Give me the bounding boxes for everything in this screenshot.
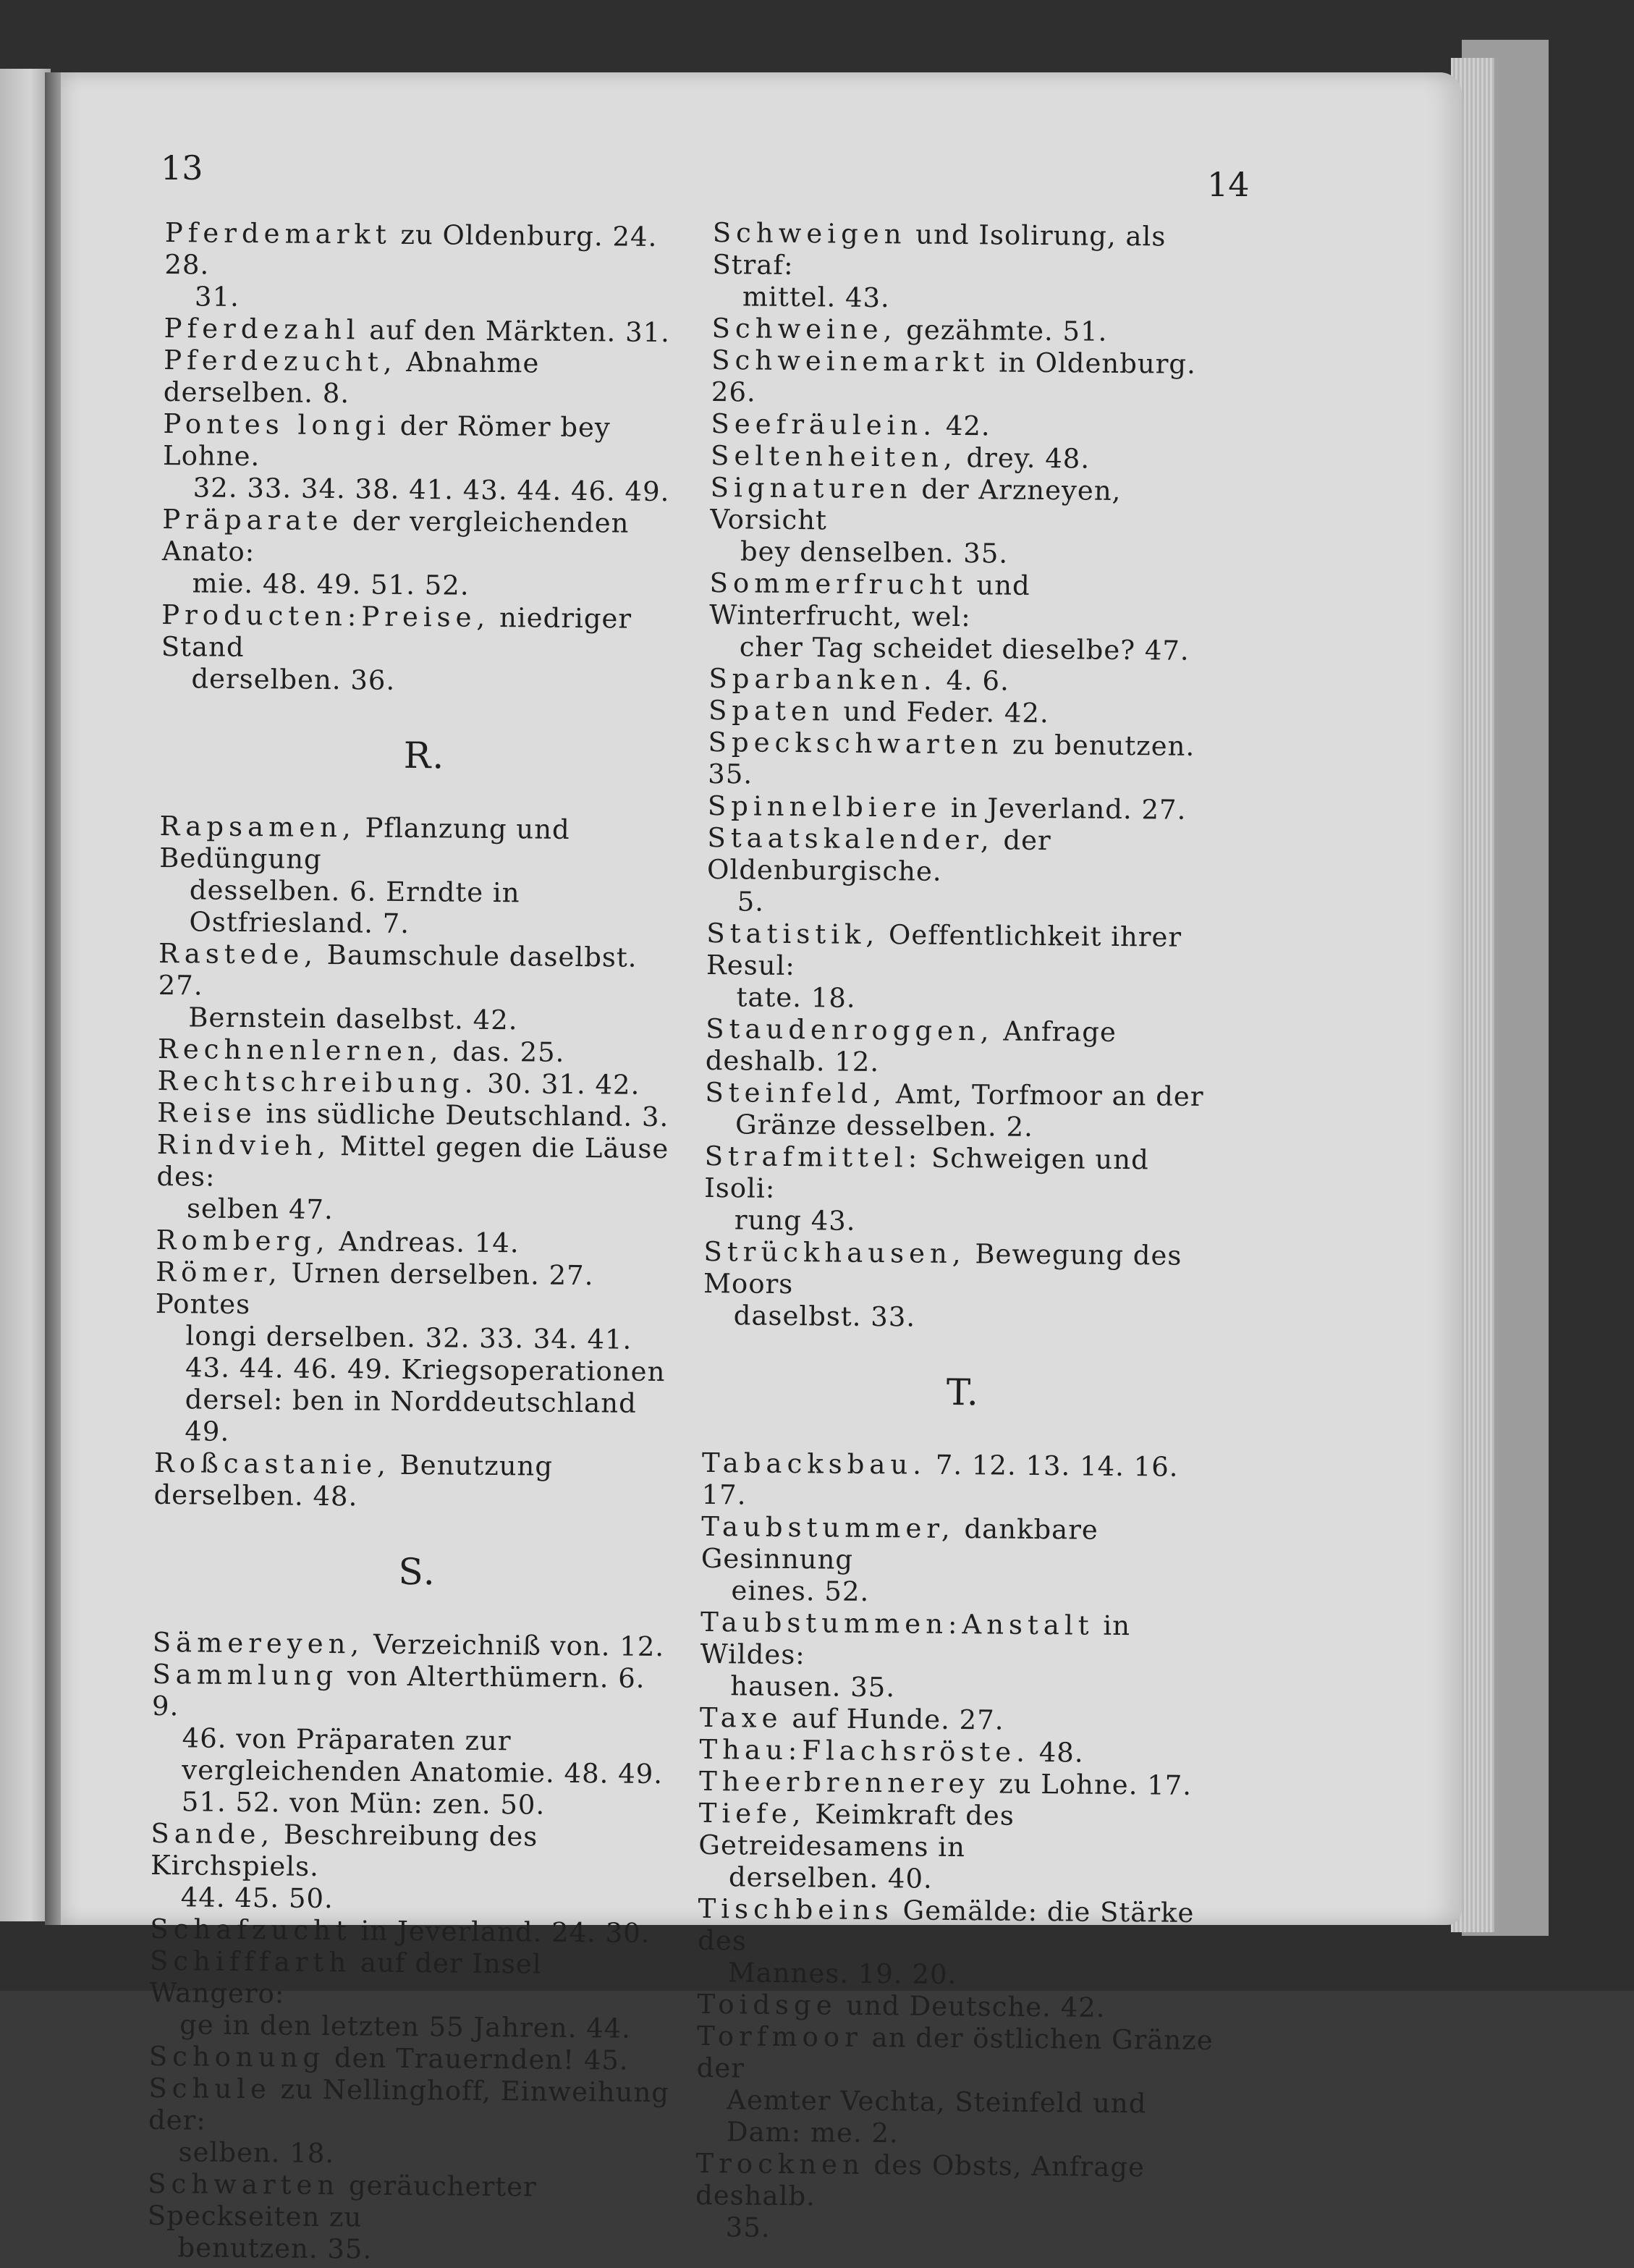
index-entry-continuation: mittel. 43.	[742, 281, 890, 314]
index-entry-continuation: 35.	[725, 2212, 771, 2243]
index-entry-headword: Sämereyen,	[152, 1626, 365, 1660]
index-entry-text: Amt, Torfmoor an der	[886, 1078, 1204, 1112]
index-entry-text: der Arzneyen, Vorsicht	[710, 473, 1122, 536]
index-entry-text: Anfrage deshalb. 12.	[705, 1015, 1117, 1078]
index-entry-text: niedriger Stand	[161, 601, 632, 663]
index-entry	[708, 790, 1229, 826]
index-entry-headword: Taubstummen:Anstalt	[700, 1606, 1094, 1641]
index-entry-text: Gemälde: die Stärke des	[698, 1895, 1195, 1957]
index-entry-headword: Schweinemarkt	[711, 344, 990, 378]
index-entry-headword: Rindvieh,	[156, 1128, 331, 1162]
index-entry-text: drey. 48.	[957, 441, 1091, 475]
index-entry	[700, 1511, 1222, 1611]
index-entry	[156, 1129, 685, 1229]
index-entry-headword: Spaten	[708, 694, 834, 727]
index-entry	[158, 1033, 686, 1070]
index-entry-text: Benutzung derselben. 48.	[153, 1449, 554, 1512]
index-entry-text: Urnen derselben. 27. Pontes	[155, 1257, 594, 1321]
facing-page-edge	[0, 69, 51, 1921]
entries-t-group	[695, 1447, 1224, 2248]
index-entry-headword: Romberg,	[156, 1224, 330, 1258]
index-entry-continuation: Mannes. 19. 20.	[727, 1957, 957, 1991]
index-entry-headword: Thau:Flachsröste.	[699, 1733, 1030, 1768]
index-entry-headword: Schafzucht	[150, 1913, 352, 1947]
page-number-left: 13	[161, 148, 203, 187]
index-entry-text: der Oldenburgische.	[706, 824, 1051, 887]
index-entry	[164, 313, 692, 349]
index-entry	[701, 1447, 1223, 1515]
index-entry-continuation: cher Tag scheidet dieselbe? 47.	[739, 631, 1190, 667]
index-entry-headword: Römer,	[156, 1256, 282, 1289]
index-entry-headword: Sande,	[151, 1817, 275, 1850]
index-entry-headword: Seefräulein.	[711, 407, 937, 441]
index-entry-headword: Pontes longi	[163, 407, 391, 441]
index-entry-headword: Rechtschreibung.	[157, 1065, 478, 1099]
index-entry-text: in Oldenburg. 26.	[711, 347, 1197, 408]
index-entry-text: Andreas. 14.	[329, 1226, 520, 1259]
index-entry-headword: Speckschwarten	[708, 726, 1004, 761]
index-entry-continuation: hausen. 35.	[730, 1670, 896, 1704]
entries-r-group	[153, 811, 687, 1515]
section-heading-r: R.	[403, 734, 446, 777]
index-entry-text: Schweigen und Isoli:	[704, 1142, 1149, 1204]
index-entry-text: der vergleichenden Anato:	[161, 505, 630, 568]
index-entry-continuation: rung 43.	[734, 1204, 856, 1237]
index-entry-text: auf Hunde. 27.	[782, 1702, 1004, 1736]
index-entry-text: und Winterfrucht, wel:	[709, 570, 1030, 633]
index-entry-text: 4. 6.	[936, 664, 1010, 697]
index-entry	[154, 1256, 684, 1452]
index-entry-text: dankbare Gesinnung	[700, 1512, 1098, 1575]
gutter-shadow	[45, 72, 61, 1925]
index-entry-continuation: ge in den letzten 55 Jahren. 44.	[179, 2009, 632, 2044]
index-entry	[150, 1913, 678, 1950]
index-entry	[699, 1734, 1220, 1770]
index-entry-headword: Torfmoor	[696, 2020, 863, 2053]
index-entry-continuation: eines. 52.	[731, 1575, 870, 1607]
index-entry-headword: Strückhausen,	[703, 1235, 966, 1270]
index-entry-text: gezähmte. 51.	[897, 314, 1108, 347]
index-entry-continuation: 31.	[194, 281, 240, 313]
section-heading-t: T.	[946, 1371, 981, 1414]
index-entry	[704, 1141, 1226, 1240]
index-entry-continuation: mie. 48. 49. 51. 52.	[192, 567, 470, 601]
index-entry	[163, 408, 692, 508]
index-entry	[164, 344, 693, 412]
index-entry	[707, 822, 1229, 922]
index-entry-text: 42.	[936, 410, 991, 442]
index-entry-text: geräucherter Speckseiten zu	[147, 2170, 537, 2233]
index-entry	[711, 344, 1233, 412]
index-entry	[151, 1818, 680, 1918]
index-entry-headword: Toidsge	[697, 1988, 837, 2021]
index-entry-continuation: bey denselben. 35.	[740, 536, 1009, 570]
index-entry-headword: Signaturen	[710, 471, 913, 505]
index-entry-headword: Steinfeld,	[705, 1076, 887, 1110]
index-entry-headword: Sommerfrucht	[709, 567, 968, 601]
index-entry-text: zu Oldenburg. 24. 28.	[164, 219, 658, 281]
index-entry-continuation: derselben. 36.	[191, 663, 396, 696]
index-entry-text: in Jeverland. 24. 30.	[351, 1915, 651, 1949]
index-entry-headword: Seltenheiten,	[710, 439, 957, 473]
index-entry-headword: Spinnelbiere	[707, 790, 942, 824]
index-entry	[158, 811, 688, 942]
index-entry-headword: Staatskalender,	[707, 821, 994, 856]
index-entry-text: auf den Märkten. 31.	[360, 314, 671, 349]
index-entry-continuation: 44. 45. 50.	[180, 1882, 334, 1915]
index-entry-headword: Theerbrennerey	[698, 1765, 990, 1800]
index-entry-headword: Tischbeins	[698, 1892, 894, 1926]
index-entry-headword: Pferdezahl	[164, 312, 360, 346]
index-entry-headword: Schonung	[148, 2040, 326, 2074]
index-entry-text: und Feder. 42.	[834, 695, 1049, 729]
index-entry-headword: Producten:Preise,	[161, 598, 491, 633]
index-entry-text: Baumschule daselbst. 27.	[158, 939, 638, 1002]
index-entry-text: zu Lohne. 17.	[989, 1768, 1193, 1801]
index-entry	[706, 918, 1227, 1017]
index-entry	[712, 217, 1234, 317]
index-entry	[711, 313, 1232, 349]
index-entry-headword: Tiefe,	[698, 1797, 806, 1830]
index-entry-text: Verzeichniß von. 12.	[363, 1628, 665, 1663]
index-entry	[151, 1659, 681, 1822]
index-entry	[695, 2148, 1217, 2248]
index-entry	[148, 2073, 677, 2172]
index-entry-text: Mittel gegen die Läuse des:	[156, 1130, 669, 1193]
index-entry-headword: Strafmittel:	[704, 1140, 923, 1174]
index-entry-continuation: 46. von Präparaten zur vergleichenden Anatomie. 48. 49. 51. 52. von Mün: zen. 50.	[181, 1722, 664, 1821]
index-entry-text: Oeffentlichkeit ihrer Resul:	[706, 919, 1182, 982]
index-entry	[696, 2021, 1219, 2152]
index-entry	[697, 1989, 1218, 2025]
entries-s-continued-group	[703, 217, 1234, 1336]
index-entry	[700, 1702, 1221, 1738]
index-entry-continuation: derselben. 40.	[728, 1861, 933, 1895]
index-entry-text: des Obsts, Anfrage deshalb.	[695, 2149, 1146, 2212]
index-entry	[698, 1893, 1219, 1993]
index-entry	[699, 1766, 1220, 1802]
index-entry	[709, 567, 1231, 667]
index-entry	[153, 1627, 681, 1663]
index-entry-headword: Pferdezucht,	[164, 344, 397, 378]
entries-p-group	[161, 217, 693, 699]
index-entry-continuation: selben 47.	[186, 1193, 334, 1226]
index-entry-headword: Präparate	[162, 503, 344, 537]
index-entry-headword: Reise	[157, 1096, 257, 1130]
index-entry-headword: Pferdemarkt	[164, 217, 391, 250]
index-entry-text: zu Nellinghoff, Einweihung der:	[148, 2073, 670, 2136]
index-entry	[161, 504, 690, 604]
index-entry-text: der Römer bey Lohne.	[162, 410, 611, 473]
index-entry-headword: Taubstummer,	[701, 1510, 955, 1544]
page-number-right: 14	[1207, 165, 1250, 204]
index-entry-continuation: benutzen. 35.	[177, 2232, 373, 2265]
index-entry	[157, 1065, 685, 1101]
index-entry-headword: Schifffarth	[149, 1945, 352, 1979]
index-entry-headword: Schule	[148, 2072, 272, 2105]
index-entry-headword: Rechnenlernen,	[157, 1033, 444, 1067]
index-entry-text: zu benutzen. 35.	[708, 729, 1195, 790]
index-entry-text: Keimkraft des Getreidesamens in	[698, 1798, 1015, 1863]
index-entry-text: auf der Insel Wangero:	[149, 1947, 542, 2010]
index-entry-headword: Schwarten	[148, 2167, 340, 2201]
index-entry	[164, 217, 693, 317]
index-entry	[703, 1236, 1225, 1336]
index-entry-text: in Jeverland. 27.	[941, 792, 1187, 826]
index-entry-text: Pflanzung und Bedüngung	[159, 812, 570, 875]
index-entry-text: Bewegung des Moors	[703, 1238, 1182, 1300]
index-entry-headword: Trocknen	[695, 2147, 865, 2180]
index-entry-headword: Schweigen	[712, 217, 907, 250]
index-entry	[698, 1798, 1220, 1897]
index-entry-text: Beschreibung des Kirchspiels.	[150, 1819, 538, 1882]
index-entry-text: an der östlichen Gränze der	[696, 2021, 1214, 2084]
index-entry	[708, 663, 1229, 699]
index-entry-continuation: desselben. 6. Erndte in Ostfriesland. 7.	[189, 874, 520, 939]
index-entry-headword: Staudenroggen,	[706, 1012, 994, 1047]
index-column-right	[695, 217, 1234, 2248]
index-entry	[708, 695, 1229, 731]
index-entry-text: 7. 12. 13. 14. 16. 17.	[701, 1449, 1179, 1511]
index-entry	[157, 1097, 685, 1133]
index-entry-headword: Schweine,	[711, 312, 897, 346]
index-entry-headword: Statistik,	[706, 917, 880, 951]
index-entry-text: 48.	[1029, 1736, 1084, 1769]
index-entry-text: ins südliche Deutschland. 3.	[256, 1098, 669, 1133]
index-entry-text: und Deutsche. 42.	[837, 1989, 1106, 2023]
index-entry-continuation: selben. 18.	[178, 2136, 335, 2170]
index-entry-text: und Isolirung, als Straf:	[712, 219, 1167, 281]
index-entry-headword: Roßcastanie,	[153, 1447, 391, 1481]
index-entry-headword: Sammlung	[152, 1658, 339, 1692]
index-entry	[149, 2041, 677, 2077]
index-entry	[711, 408, 1232, 444]
index-entry-text: Abnahme derselben. 8.	[163, 346, 540, 410]
index-entry-continuation: 32. 33. 34. 38. 41. 43. 44. 46. 49.	[192, 472, 670, 508]
index-entry-continuation: tate. 18.	[736, 981, 856, 1014]
index-entry	[149, 1945, 678, 2045]
index-entry	[158, 938, 687, 1038]
index-entry	[710, 472, 1232, 572]
index-entry-text: den Trauernden! 45.	[324, 2042, 629, 2076]
index-entry	[705, 1077, 1227, 1145]
index-entry-continuation: Aemter Vechta, Steinfeld und Dam: me. 2.	[726, 2084, 1147, 2149]
index-entry-continuation: 5.	[737, 886, 765, 918]
index-entry	[153, 1447, 682, 1515]
index-entry-continuation: longi derselben. 32. 33. 34. 41. 43. 44. 46. 49. Kriegsoperationen dersel: ben in Norddeutschland 49.	[185, 1320, 666, 1447]
index-entry	[161, 599, 690, 699]
index-entry-continuation: daselbst. 33.	[733, 1300, 916, 1333]
index-entry-headword: Taxe	[699, 1701, 783, 1734]
index-entry	[147, 2168, 676, 2268]
index-entry-continuation: Bernstein daselbst. 42.	[188, 1002, 518, 1036]
index-entry	[708, 727, 1229, 795]
index-entry-headword: Sparbanken.	[708, 662, 937, 696]
section-heading-s: S.	[398, 1550, 437, 1594]
index-entry-text: in Wildes:	[700, 1609, 1131, 1671]
index-entry-headword: Rastede,	[158, 937, 318, 970]
index-entry	[700, 1607, 1222, 1706]
index-entry-text: das. 25.	[443, 1036, 565, 1068]
index-entry-text: von Alterthümern. 6. 9.	[151, 1660, 645, 1722]
index-entry	[156, 1224, 684, 1261]
entries-s-group	[147, 1627, 681, 2268]
index-entry-continuation: Gränze desselben. 2.	[735, 1109, 1034, 1143]
index-entry-headword: Tabacksbau.	[701, 1447, 927, 1481]
index-entry	[711, 440, 1232, 476]
index-entry-headword: Rapsamen,	[159, 810, 356, 844]
index-entry-text: 30. 31. 42.	[478, 1067, 640, 1101]
index-entry	[706, 1013, 1227, 1081]
index-column-left	[147, 217, 693, 2268]
